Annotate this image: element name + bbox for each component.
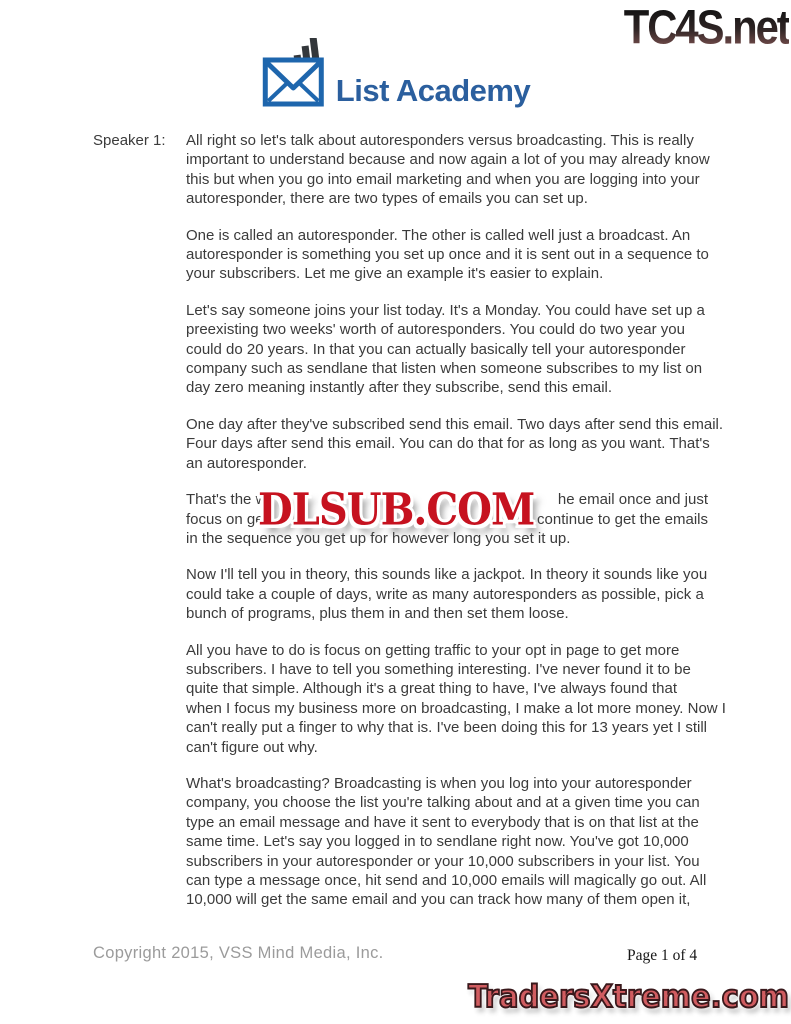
transcript-line: One day after they've subscribed send this email. Two days after send this email. [186,415,724,433]
transcript-line: can't figure out why. [186,738,318,756]
line-fragment-left: focus on ge [186,510,264,528]
page-number: Page 1 of 4 [627,947,698,964]
line-fragment-left: That's the w [186,491,267,509]
transcript-line: your subscribers. Let me give an example it's easier to explain. [186,265,604,283]
transcript-line: in the sequence you get up for however long you set it up. [186,529,571,547]
transcript-paragraph [186,565,726,623]
transcript-line: bunch of programs, plus them in and then set them loose. [186,605,569,623]
transcript-paragraph [186,774,726,910]
transcript-line: Four days after send this email. You can do that for as long as you want. That's [186,435,710,453]
transcript-line: Let's say someone joins your list today. It's a Monday. You could have set up a [186,301,705,319]
transcript-line: type an email message and have it sent to everybody that is on that list at the [186,813,699,831]
transcript-line: an autoresponder. [186,454,307,472]
transcript-paragraph [186,226,726,284]
transcript-line: can't really put a finger to why that is. I've been doing this for 13 years yet I still [186,719,707,737]
copyright-text: Copyright 2015, VSS Mind Media, Inc. [93,944,384,962]
transcript-line: preexisting two weeks' worth of autoresponders. You could do two year you [186,321,685,339]
line-fragment-right: continue to get the emails [537,510,708,528]
transcript-line: What's broadcasting? Broadcasting is when you log into your autoresponder [186,774,692,792]
transcript-line: same time. Let's say you logged in to sendlane right now. You've got 10,000 [186,833,689,851]
transcript-line: autoresponder, there are two types of emails you can set up. [186,190,588,208]
transcript-paragraph [186,415,726,473]
transcript-line: One is called an autoresponder. The other is called well just a broadcast. An [186,226,691,244]
transcript-line: this but when you go into email marketing and when you are logging into your [186,170,700,188]
dlsub-watermark: DLSUB.COM [258,484,535,536]
transcript-paragraph [186,641,726,757]
transcript-line: company, you choose the list you're talking about and at a given time you can [186,794,700,812]
transcript-line: 10,000 will get the same email and you can track how many of them open it, [186,891,691,909]
transcript-paragraph [186,131,726,209]
transcript-line: quite that simple. Although it's a great thing to have, I've always found that [186,680,678,698]
transcript-line: All you have to do is focus on getting traffic to your opt in page to get more [186,641,680,659]
speaker-label: Speaker 1: [93,132,166,149]
transcript-line: autoresponder is something you set up once and it is sent out in a sequence to [186,246,709,264]
transcript-line: could take a couple of days, write as many autoresponders as possible, pick a [186,585,704,603]
paragraphs [186,131,726,910]
tradersxtreme-watermark: TradersXtreme.com [468,978,789,1015]
transcript-line: All right so let's talk about autoresponders versus broadcasting. This is really [186,132,694,149]
envelope-chart-icon [261,38,327,113]
line-fragment-right: he email once and just [557,491,708,509]
transcript-line: when I focus my business more on broadcasting, I make a lot more money. Now I [186,699,726,717]
transcript-line: company such as sendlane that listen when someone subscribes to my list on [186,360,703,378]
transcript-line: could do 20 years. In that you can actually basically tell your autoresponder [186,340,686,358]
transcript-line: subscribers in your autoresponder or your 10,000 subscribers in your list. You [186,852,700,870]
transcript-line: day zero meaning instantly after they subscribe, send this email. [186,379,613,397]
logo-wordmark: List Academy [335,73,531,108]
transcript [93,131,733,927]
transcript-line: Now I'll tell you in theory, this sounds like a jackpot. In theory it sounds like you [186,566,708,584]
transcript-line: subscribers. I have to tell you something interesting. I've never found it to be [186,660,691,678]
tc4s-watermark: TC4S.net [624,0,789,55]
transcript-paragraph [186,484,726,548]
transcript-line: can type a message once, hit send and 10,000 emails will magically go out. All [186,872,707,889]
list-academy-logo [261,38,530,113]
transcript-paragraph [186,301,726,398]
transcript-line: important to understand because and now again a lot of you may already know [186,151,710,169]
